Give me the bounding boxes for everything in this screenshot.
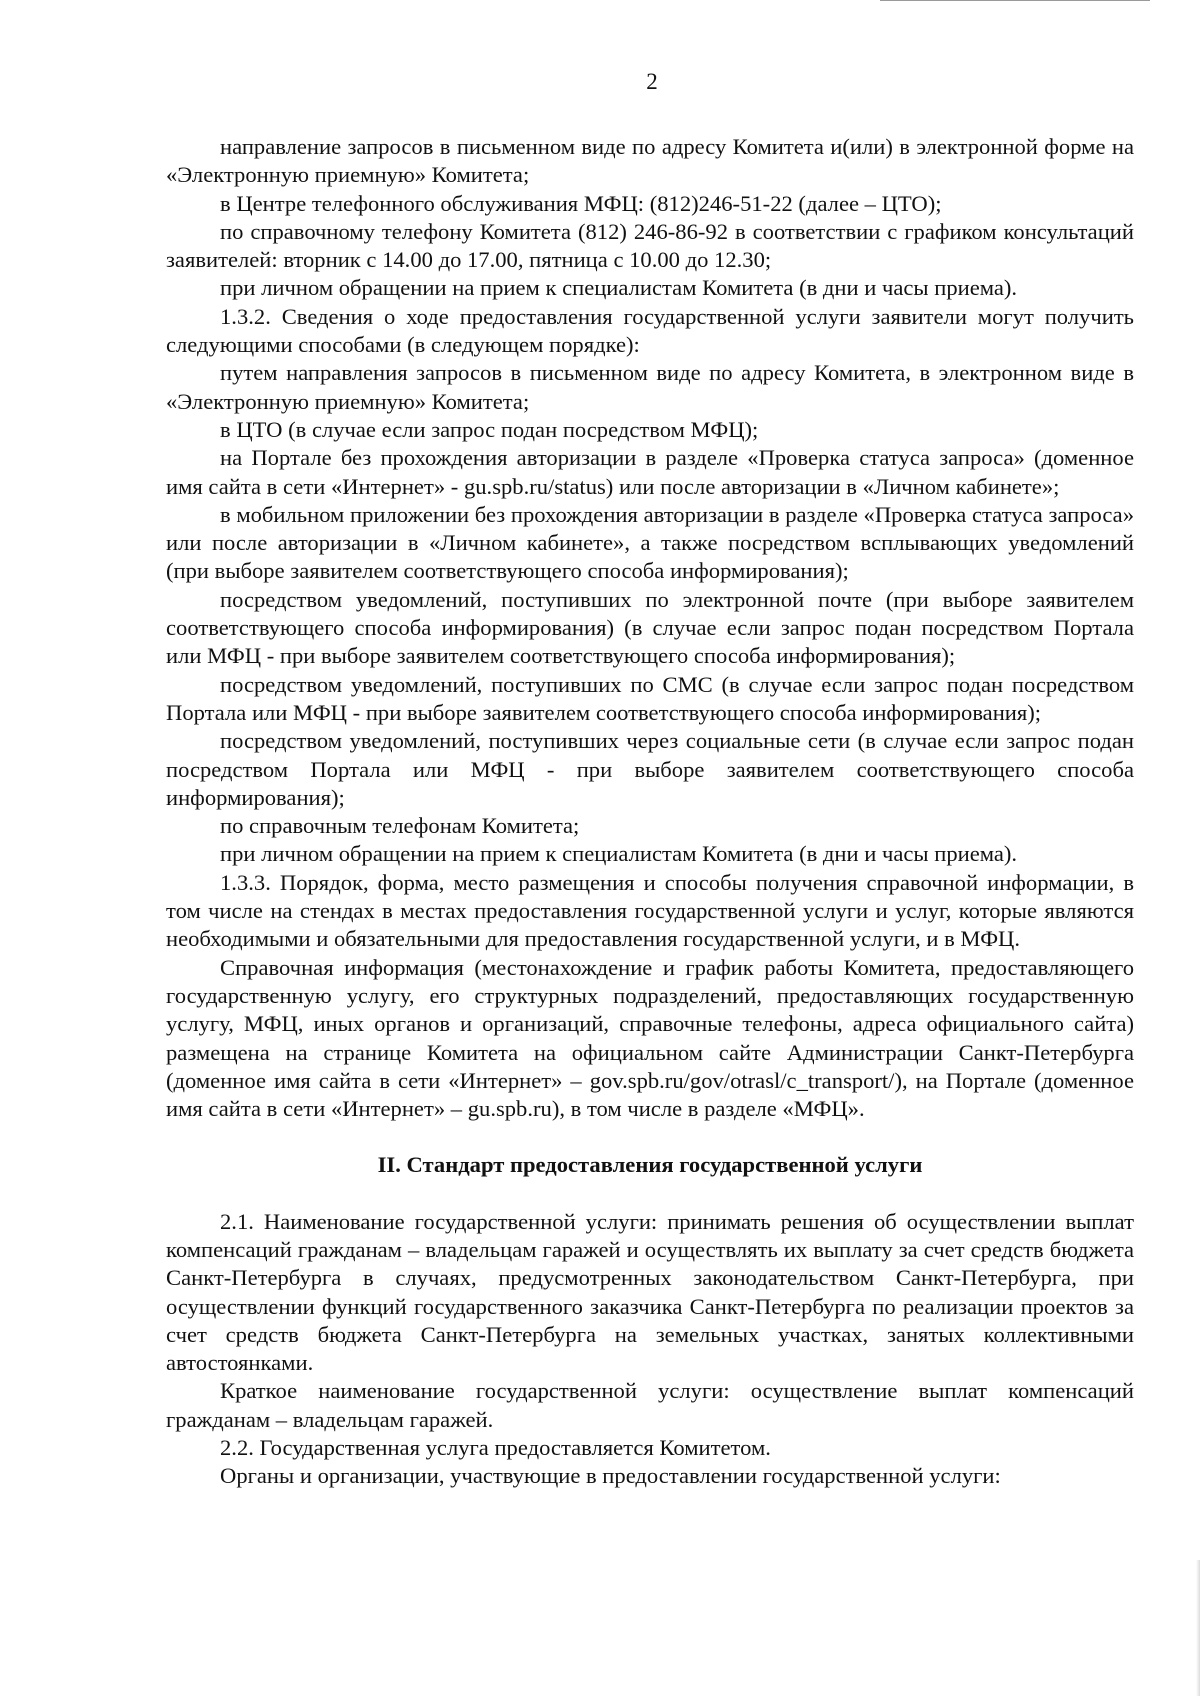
- paragraph: при личном обращении на прием к специалистам Комитета (в дни и часы приема).: [220, 841, 1018, 867]
- top-edge-rule: [880, 0, 1150, 1]
- page-number: 2: [646, 69, 658, 94]
- paragraph: посредством уведомлений, поступивших по электронной почте (при выборе заявителем соответствующего способа информирования) (в случае если запрос подан посредством Портала или МФЦ - при выборе заявителем соответствующего способа информирования);: [166, 586, 1134, 669]
- paragraph: в ЦТО (в случае если запрос подан посредством МФЦ);: [220, 416, 759, 442]
- paragraph: путем направления запросов в письменном виде по адресу Комитета, в электронном виде в «Электронную приемную» Комитета;: [166, 360, 1134, 414]
- paragraph: посредством уведомлений, поступивших через социальные сети (в случае если запрос подан посредством Портала или МФЦ - при выборе заявителем соответствующего способа информирования);: [166, 728, 1134, 810]
- paragraph: на Портале без прохождения авторизации в разделе «Проверка статуса запроса» (доменное имя сайта в сети «Интернет» - gu.spb.ru/status) или после авторизации в «Личном кабинете»;: [166, 445, 1134, 499]
- paragraph: в мобильном приложении без прохождения авторизации в разделе «Проверка статуса запроса» или после авторизации в «Личном кабинете», а также посредством всплывающих уведомлений (при выборе заявителем соответствующего способа информирования);: [166, 501, 1134, 584]
- paragraph: при личном обращении на прием к специалистам Комитета (в дни и часы приема).: [220, 275, 1018, 301]
- paragraph: Органы и организации, участвующие в предоставлении государственной услуги:: [220, 1463, 1001, 1489]
- paragraph: Краткое наименование государственной услуги: осуществление выплат компенсаций гражданам – владельцам гаражей.: [166, 1378, 1134, 1432]
- document-body: [166, 133, 1134, 1491]
- paragraph: 1.3.2. Сведения о ходе предоставления государственной услуги заявители могут получить следующими способами (в следующем порядке):: [166, 303, 1134, 358]
- paragraph: по справочному телефону Комитета (812) 246-86-92 в соответствии с графиком консультаций заявителей: вторник с 14.00 до 17.00, пятница с 10.00 до 12.30;: [166, 218, 1134, 273]
- section-heading: II. Стандарт предоставления государственной услуги: [377, 1152, 923, 1178]
- paragraph: в Центре телефонного обслуживания МФЦ: (812)246-51-22 (далее – ЦТО);: [220, 190, 942, 216]
- scan-edge-shadow: [1196, 1560, 1200, 1696]
- paragraph: 2.1. Наименование государственной услуги: принимать решения об осуществлении выплат компенсаций гражданам – владельцам гаражей и осуществлять их выплату за счет средств бюджета Санкт-Петербурга в случаях, предусмотренных законодательством Санкт-Петербурга, при осуществлении функций государственного заказчика Санкт-Петербурга по реализации проектов за счет средств бюджета Санкт-Петербурга на земельных участках, занятых коллективными автостоянками.: [166, 1208, 1134, 1376]
- paragraph: 2.2. Государственная услуга предоставляется Комитетом.: [220, 1435, 771, 1461]
- paragraph: 1.3.3. Порядок, форма, место размещения и способы получения справочной информации, в том числе на стендах в местах предоставления государственной услуги и услуг, которые являются необходимыми и обязательными для предоставления государственной услуги, и в МФЦ.: [166, 869, 1134, 952]
- paragraph: посредством уведомлений, поступивших по СМС (в случае если запрос подан посредством Портала или МФЦ - при выборе заявителем соответствующего способа информирования);: [166, 671, 1134, 725]
- paragraph: по справочным телефонам Комитета;: [220, 813, 580, 839]
- paragraph: направление запросов в письменном виде по адресу Комитета и(или) в электронной форме на «Электронную приемную» Комитета;: [166, 134, 1134, 188]
- paragraph: Справочная информация (местонахождение и график работы Комитета, предоставляющего государственную услугу, его структурных подразделений, предоставляющих государственную услугу, МФЦ, иных органов и организаций, справочные телефоны, адреса официального сайта) размещена на странице Комитета на официальном сайте Администрации Санкт-Петербурга (доменное имя сайта в сети «Интернет» – gov.spb.ru/gov/otrasl/c_transport/), на Портале (доменное имя сайта в сети «Интернет» – gu.spb.ru), в том числе в разделе «МФЦ».: [166, 954, 1134, 1122]
